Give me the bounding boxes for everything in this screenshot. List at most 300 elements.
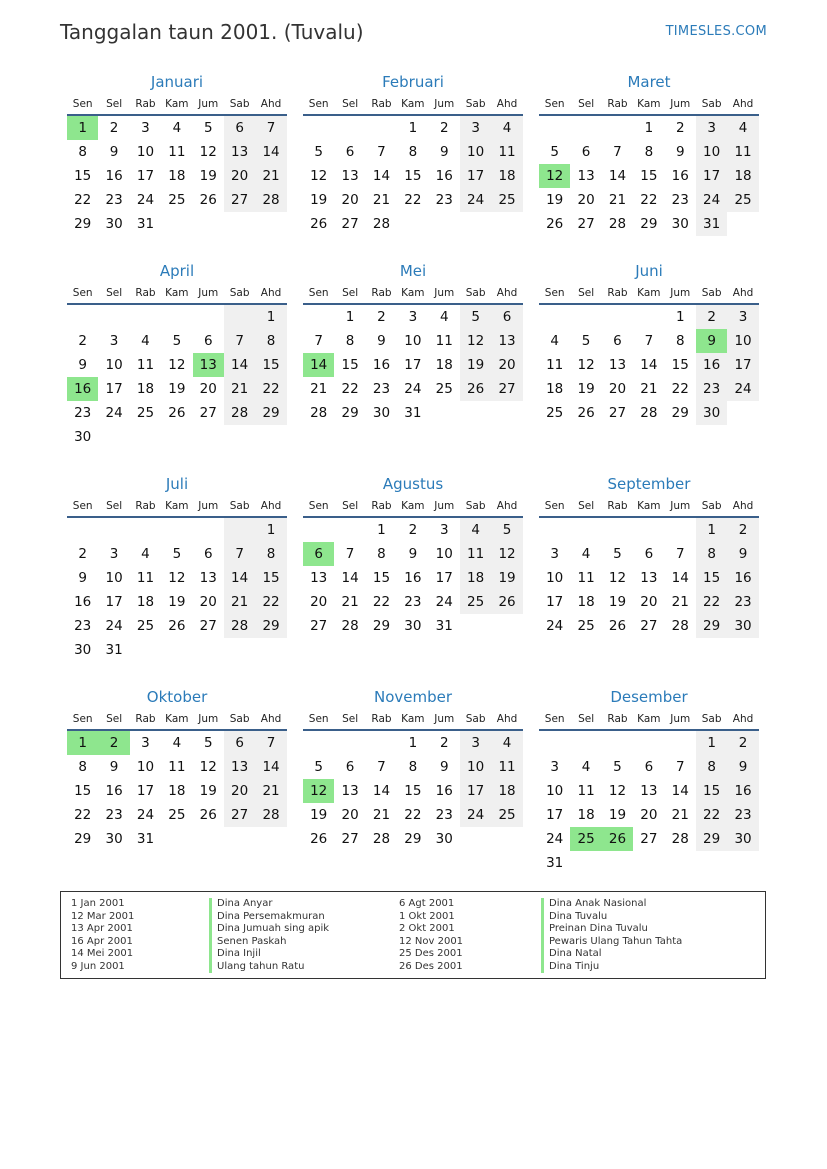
day-cell: 9 [408, 546, 418, 562]
day-cell: 9 [109, 144, 119, 160]
day-cell: 24 [460, 803, 491, 827]
weekday-label: Kam [401, 98, 425, 110]
day-cell: 9 [727, 542, 758, 566]
week-row [303, 401, 523, 425]
day-cell: 14 [640, 357, 658, 373]
day-cell: 13 [224, 140, 255, 164]
day-cell: 29 [696, 614, 727, 638]
day-cell: 8 [408, 144, 418, 160]
day-cell: 15 [74, 783, 92, 799]
day-cell: 24 [136, 192, 155, 208]
weekday-label: Sel [342, 500, 359, 512]
day-cell: 12 [168, 357, 186, 373]
empty-cell [161, 305, 192, 329]
day-cell: 29 [696, 827, 727, 851]
day-cell: 4 [172, 735, 182, 751]
day-cell: 12 [460, 329, 491, 353]
day-cell: 27 [224, 803, 255, 827]
day-cell: 24 [460, 188, 491, 212]
day-cell: 28 [640, 405, 658, 421]
empty-cell [460, 614, 491, 638]
day-cell: 21 [255, 779, 286, 803]
day-cell: 10 [727, 329, 758, 353]
legend-date: 12 Mar 2001 [71, 910, 135, 922]
day-cell: 11 [136, 357, 155, 373]
day-cell: 17 [404, 357, 422, 373]
empty-cell [570, 851, 601, 875]
empty-cell [67, 305, 98, 329]
day-cell: 16 [74, 594, 92, 610]
day-cell: 9 [78, 357, 87, 373]
day-cell: 17 [105, 594, 123, 610]
day-cell: 26 [310, 216, 328, 232]
weekday-label: Kam [637, 287, 661, 299]
day-cell: 16 [105, 168, 123, 184]
day-cell: 6 [345, 759, 355, 775]
week-row [67, 329, 287, 353]
day-cell: 25 [168, 192, 186, 208]
day-cell: 21 [341, 594, 359, 610]
weekday-label: Sab [465, 500, 486, 512]
week-row [67, 212, 287, 236]
day-cell: 16 [67, 377, 98, 401]
page-title: Tanggalan taun 2001. (Tuvalu) [60, 20, 364, 44]
day-cell: 25 [577, 618, 595, 634]
week-row [303, 140, 523, 164]
empty-cell [727, 212, 758, 236]
week-row [67, 542, 287, 566]
day-cell: 23 [727, 590, 758, 614]
month-name: September [607, 475, 691, 493]
day-cell: 27 [310, 618, 328, 634]
day-cell: 29 [671, 405, 689, 421]
day-cell: 16 [435, 783, 453, 799]
legend-holiday-name: Dina Jumuah sing apik [209, 923, 329, 936]
week-row [67, 305, 287, 329]
weekday-label: Ahd [260, 287, 282, 299]
weekday-label: Ahd [732, 287, 754, 299]
day-cell: 5 [172, 546, 182, 562]
day-cell: 30 [727, 827, 758, 851]
day-cell: 19 [199, 168, 217, 184]
weekday-label: Sab [465, 713, 486, 725]
weekday-label: Ahd [496, 287, 518, 299]
day-cell: 7 [224, 329, 255, 353]
day-cell: 22 [74, 192, 92, 208]
weekday-label: Sel [578, 98, 595, 110]
day-cell: 7 [377, 144, 386, 160]
day-cell: 12 [608, 783, 627, 799]
day-cell: 26 [546, 216, 564, 232]
day-cell: 15 [640, 168, 658, 184]
day-cell: 17 [105, 381, 123, 397]
day-cell: 4 [581, 546, 591, 562]
day-cell: 22 [372, 594, 391, 610]
weekday-label: Kam [165, 500, 189, 512]
day-cell: 3 [141, 120, 150, 136]
weekday-label: Sab [229, 500, 250, 512]
weekday-label: Ahd [496, 713, 518, 725]
empty-cell [193, 638, 224, 662]
day-cell: 4 [581, 759, 591, 775]
week-row [303, 353, 523, 377]
weekday-label: Rab [607, 500, 628, 512]
day-cell: 2 [675, 120, 685, 136]
day-cell: 14 [255, 755, 286, 779]
weekday-label: Ahd [260, 98, 282, 110]
day-cell: 16 [727, 566, 758, 590]
day-cell: 22 [404, 807, 422, 823]
day-cell: 13 [640, 783, 658, 799]
empty-cell [98, 518, 129, 542]
day-cell: 24 [105, 618, 123, 634]
weekday-label: Sel [106, 500, 123, 512]
day-cell: 6 [303, 542, 334, 566]
weekday-label: Ahd [260, 500, 282, 512]
day-cell: 28 [341, 618, 359, 634]
week-row [67, 566, 287, 590]
legend-holiday-name: Dina Tuvalu [541, 911, 682, 924]
day-cell: 12 [310, 168, 328, 184]
day-cell: 4 [727, 116, 758, 140]
week-row [67, 731, 287, 755]
empty-cell [366, 731, 397, 755]
day-cell: 20 [640, 807, 658, 823]
weekday-label: Sel [578, 500, 595, 512]
empty-cell [539, 305, 570, 329]
day-cell: 31 [105, 642, 123, 658]
empty-cell [255, 212, 286, 236]
day-cell: 20 [224, 779, 255, 803]
day-cell: 23 [727, 803, 758, 827]
weekday-label: Ahd [260, 713, 282, 725]
weekday-label: Jum [198, 287, 219, 299]
empty-cell [633, 851, 664, 875]
day-cell: 15 [671, 357, 689, 373]
day-cell: 7 [255, 116, 286, 140]
weekday-label: Kam [165, 713, 189, 725]
day-cell: 24 [696, 188, 727, 212]
weekday-label: Sab [229, 287, 250, 299]
weekday-label: Rab [371, 98, 392, 110]
day-cell: 3 [439, 522, 449, 538]
day-cell: 5 [203, 735, 213, 751]
day-cell: 29 [341, 405, 359, 421]
day-cell: 28 [255, 803, 286, 827]
day-cell: 12 [491, 542, 522, 566]
day-cell: 10 [136, 759, 155, 775]
day-cell: 26 [491, 590, 522, 614]
empty-cell [665, 731, 696, 755]
empty-cell [491, 212, 522, 236]
day-cell: 20 [491, 353, 522, 377]
legend-holiday-name: Pewaris Ulang Tahun Tahta [541, 936, 682, 949]
day-cell: 16 [372, 357, 391, 373]
week-row [303, 329, 523, 353]
day-cell: 25 [460, 590, 491, 614]
legend-date: 16 Apr 2001 [71, 935, 133, 947]
week-row [539, 377, 759, 401]
day-cell: 15 [74, 168, 92, 184]
day-cell: 16 [435, 168, 453, 184]
day-cell: 9 [696, 329, 727, 353]
legend-holiday-name: Dina Persemakmuran [209, 911, 329, 924]
day-cell: 17 [435, 570, 453, 586]
day-cell: 23 [105, 807, 123, 823]
day-cell: 29 [372, 618, 391, 634]
weekday-label: Sel [578, 713, 595, 725]
day-cell: 13 [341, 783, 359, 799]
month-name: Juli [165, 475, 189, 493]
week-row [539, 827, 759, 851]
day-cell: 13 [310, 570, 328, 586]
week-row [67, 425, 287, 449]
day-cell: 3 [460, 731, 491, 755]
day-cell: 8 [255, 329, 286, 353]
day-cell: 27 [640, 831, 658, 847]
empty-cell [602, 518, 633, 542]
day-cell: 1 [377, 522, 386, 538]
day-cell: 31 [546, 855, 564, 871]
weekday-label: Ahd [732, 713, 754, 725]
legend-date: 9 Jun 2001 [71, 960, 125, 972]
day-cell: 2 [696, 305, 727, 329]
day-cell: 8 [255, 542, 286, 566]
day-cell: 10 [460, 755, 491, 779]
legend-date: 1 Okt 2001 [399, 910, 455, 922]
weekday-label: Sab [465, 98, 486, 110]
day-cell: 3 [109, 546, 119, 562]
weekday-label: Rab [607, 287, 628, 299]
legend-holiday-name: Ulang tahun Ratu [209, 961, 329, 974]
day-cell: 19 [460, 353, 491, 377]
empty-cell [161, 638, 192, 662]
day-cell: 30 [372, 405, 391, 421]
empty-cell [727, 401, 758, 425]
day-cell: 7 [255, 731, 286, 755]
day-cell: 30 [696, 401, 727, 425]
empty-cell [255, 638, 286, 662]
day-cell: 1 [644, 120, 654, 136]
day-cell: 8 [78, 144, 87, 160]
empty-cell [224, 518, 255, 542]
day-cell: 23 [105, 192, 123, 208]
day-cell: 9 [109, 759, 119, 775]
day-cell: 4 [141, 333, 150, 349]
day-cell: 29 [640, 216, 658, 232]
day-cell: 19 [546, 192, 564, 208]
empty-cell [539, 731, 570, 755]
week-row [67, 755, 287, 779]
day-cell: 5 [460, 305, 491, 329]
day-cell: 8 [377, 546, 386, 562]
day-cell: 12 [577, 357, 595, 373]
day-cell: 7 [675, 759, 685, 775]
day-cell: 9 [439, 759, 449, 775]
weekday-label: Sel [342, 98, 359, 110]
day-cell: 7 [675, 546, 685, 562]
day-cell: 4 [491, 731, 522, 755]
day-cell: 29 [74, 831, 92, 847]
week-row [67, 518, 287, 542]
empty-cell [303, 305, 334, 329]
day-cell: 18 [460, 566, 491, 590]
day-cell: 19 [608, 807, 627, 823]
empty-cell [633, 518, 664, 542]
day-cell: 25 [491, 188, 522, 212]
day-cell: 23 [435, 192, 453, 208]
day-cell: 24 [546, 831, 564, 847]
day-cell: 21 [372, 807, 391, 823]
day-cell: 24 [105, 405, 123, 421]
weekday-header [303, 283, 523, 305]
weekday-label: Sab [701, 98, 722, 110]
weekday-label: Jum [670, 287, 691, 299]
weekday-label: Sen [72, 500, 93, 512]
day-cell: 17 [727, 353, 758, 377]
weekday-label: Jum [198, 500, 219, 512]
day-cell: 13 [224, 755, 255, 779]
day-cell: 28 [310, 405, 328, 421]
day-cell: 26 [602, 827, 633, 851]
weekday-label: Kam [637, 98, 661, 110]
weekday-label: Sen [308, 98, 329, 110]
day-cell: 18 [577, 807, 595, 823]
day-cell: 21 [372, 192, 391, 208]
day-cell: 1 [696, 731, 727, 755]
day-cell: 14 [224, 566, 255, 590]
day-cell: 3 [550, 546, 559, 562]
day-cell: 18 [136, 594, 155, 610]
weekday-label: Kam [401, 713, 425, 725]
empty-cell [429, 401, 460, 425]
week-row [539, 212, 759, 236]
weekday-header [303, 496, 523, 518]
empty-cell [303, 518, 334, 542]
empty-cell [130, 638, 161, 662]
month-name: Desember [610, 688, 688, 706]
day-cell: 1 [408, 735, 418, 751]
empty-cell [161, 518, 192, 542]
day-cell: 4 [491, 116, 522, 140]
day-cell: 28 [224, 401, 255, 425]
day-cell: 26 [168, 618, 186, 634]
day-cell: 21 [255, 164, 286, 188]
day-cell: 21 [310, 381, 328, 397]
day-cell: 10 [136, 144, 155, 160]
day-cell: 11 [491, 140, 522, 164]
week-row [67, 401, 287, 425]
week-row [539, 329, 759, 353]
day-cell: 30 [727, 614, 758, 638]
empty-cell [334, 731, 365, 755]
week-row [303, 590, 523, 614]
day-cell: 13 [341, 168, 359, 184]
week-row [303, 305, 523, 329]
empty-cell [224, 212, 255, 236]
day-cell: 27 [199, 618, 217, 634]
weekday-label: Ahd [496, 500, 518, 512]
day-cell: 10 [460, 140, 491, 164]
day-cell: 2 [408, 522, 418, 538]
day-cell: 23 [74, 405, 92, 421]
day-cell: 6 [345, 144, 355, 160]
month-februari [303, 72, 523, 236]
weekday-label: Sen [544, 98, 565, 110]
weekday-header [539, 283, 759, 305]
day-cell: 31 [435, 618, 453, 634]
weekday-label: Rab [371, 713, 392, 725]
day-cell: 7 [644, 333, 654, 349]
day-cell: 15 [404, 168, 422, 184]
day-cell: 13 [491, 329, 522, 353]
day-cell: 19 [310, 807, 328, 823]
day-cell: 5 [581, 333, 591, 349]
day-cell: 11 [577, 570, 595, 586]
day-cell: 19 [168, 381, 186, 397]
day-cell: 10 [435, 546, 453, 562]
week-row [67, 827, 287, 851]
week-row [303, 803, 523, 827]
legend-holiday-name: Preinan Dina Tuvalu [541, 923, 682, 936]
day-cell: 10 [404, 333, 422, 349]
weekday-label: Jum [198, 98, 219, 110]
weekday-header [67, 94, 287, 116]
day-cell: 9 [727, 755, 758, 779]
day-cell: 11 [577, 783, 595, 799]
day-cell: 2 [109, 120, 119, 136]
weekday-label: Kam [401, 500, 425, 512]
day-cell: 9 [78, 570, 87, 586]
day-cell: 5 [172, 333, 182, 349]
month-name: April [159, 262, 195, 280]
day-cell: 3 [727, 305, 758, 329]
day-cell: 10 [105, 570, 123, 586]
empty-cell [366, 116, 397, 140]
day-cell: 1 [67, 116, 98, 140]
day-cell: 5 [314, 759, 323, 775]
weekday-label: Sel [342, 713, 359, 725]
legend-date: 12 Nov 2001 [399, 935, 464, 947]
week-row [67, 638, 287, 662]
day-cell: 10 [546, 783, 564, 799]
weekday-label: Jum [434, 287, 455, 299]
legend-date: 25 Des 2001 [399, 948, 463, 959]
weekday-label: Rab [135, 500, 156, 512]
day-cell: 7 [224, 542, 255, 566]
weekday-header [539, 709, 759, 731]
day-cell: 11 [727, 140, 758, 164]
day-cell: 27 [341, 216, 359, 232]
weekday-label: Sab [229, 713, 250, 725]
day-cell: 17 [460, 779, 491, 803]
day-cell: 3 [141, 735, 150, 751]
brand-link[interactable]: TIMESLES.COM [665, 24, 767, 39]
day-cell: 14 [341, 570, 359, 586]
day-cell: 14 [671, 570, 689, 586]
day-cell: 13 [577, 168, 595, 184]
weekday-label: Sab [701, 713, 722, 725]
empty-cell [67, 518, 98, 542]
week-row [539, 731, 759, 755]
day-cell: 11 [491, 755, 522, 779]
day-cell: 29 [74, 216, 92, 232]
week-row [539, 755, 759, 779]
day-cell: 10 [696, 140, 727, 164]
legend-dates-right [399, 898, 463, 973]
day-cell: 22 [404, 192, 422, 208]
day-cell: 21 [671, 594, 689, 610]
